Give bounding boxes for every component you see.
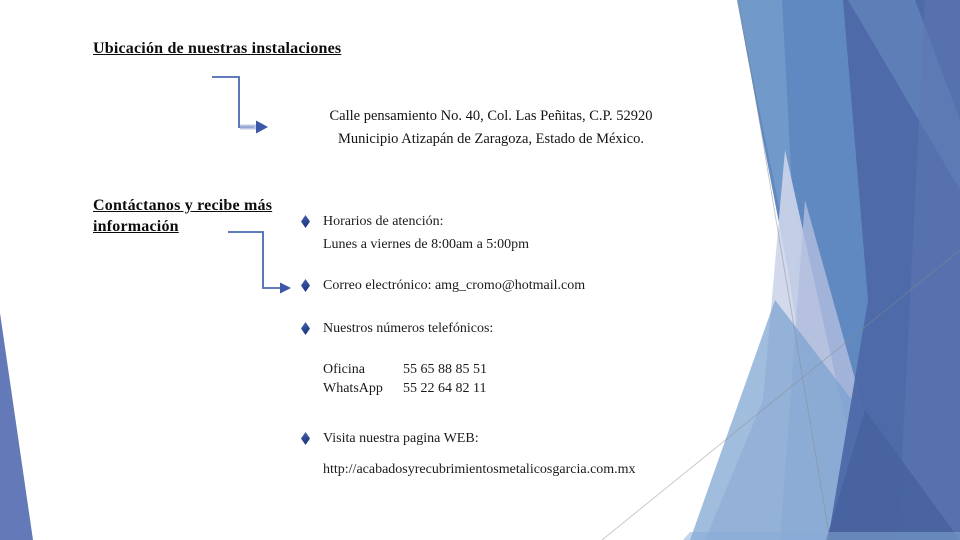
contact-section-title: [93, 195, 272, 237]
contact-arrowhead-icon: [280, 283, 291, 294]
phone-list: [323, 360, 487, 398]
diamond-bullet-icon: [301, 322, 310, 335]
bullet-hours-detail: Lunes a viernes de 8:00am a 5:00pm: [323, 237, 530, 252]
bullet-email: [301, 277, 585, 295]
address-block: [291, 105, 691, 151]
bullet-phones: [301, 320, 493, 338]
phone-office-label: Oficina: [323, 362, 365, 377]
bullet-hours-title: Horarios de atención:: [323, 214, 444, 229]
phone-row-whatsapp: [323, 379, 487, 398]
phone-whatsapp-label: WhatsApp: [323, 381, 383, 396]
diamond-bullet-icon: [301, 432, 310, 445]
phone-whatsapp-number: 55 22 64 82 11: [403, 381, 487, 396]
contact-section-title-line2: información: [93, 218, 179, 235]
contact-elbow-arrow-icon: [228, 232, 281, 288]
location-section-title: [93, 38, 341, 59]
bullet-email-title: Correo electrónico: amg_cromo@hotmail.com: [323, 278, 586, 293]
location-arrowhead-icon: [256, 121, 268, 134]
bullet-phones-title: Nuestros números telefónicos:: [323, 321, 494, 336]
location-elbow-arrow-icon: [212, 77, 254, 127]
phone-row-office: [323, 360, 487, 379]
bullet-website-title: Visita nuestra pagina WEB:: [323, 431, 479, 446]
bg-bottom-strip: [683, 532, 960, 540]
bullet-hours: [301, 213, 444, 231]
website-url: http://acabadosyrecubrimientosmetalicosgarcia.com.mx: [323, 462, 636, 477]
diamond-bullet-icon: [301, 215, 310, 228]
address-line-1: Calle pensamiento No. 40, Col. Las Peñitas, C.P. 52920: [329, 108, 653, 124]
address-line-2: Municipio Atizapán de Zaragoza, Estado de México.: [337, 131, 644, 147]
bullet-website: [301, 430, 479, 448]
contact-section-title-line1: Contáctanos y recibe más: [93, 197, 273, 214]
location-section-title-text: Ubicación de nuestras instalaciones: [93, 40, 342, 57]
bg-left-band: [0, 313, 33, 540]
phone-office-number: 55 65 88 85 51: [403, 362, 487, 377]
diamond-bullet-icon: [301, 279, 310, 292]
